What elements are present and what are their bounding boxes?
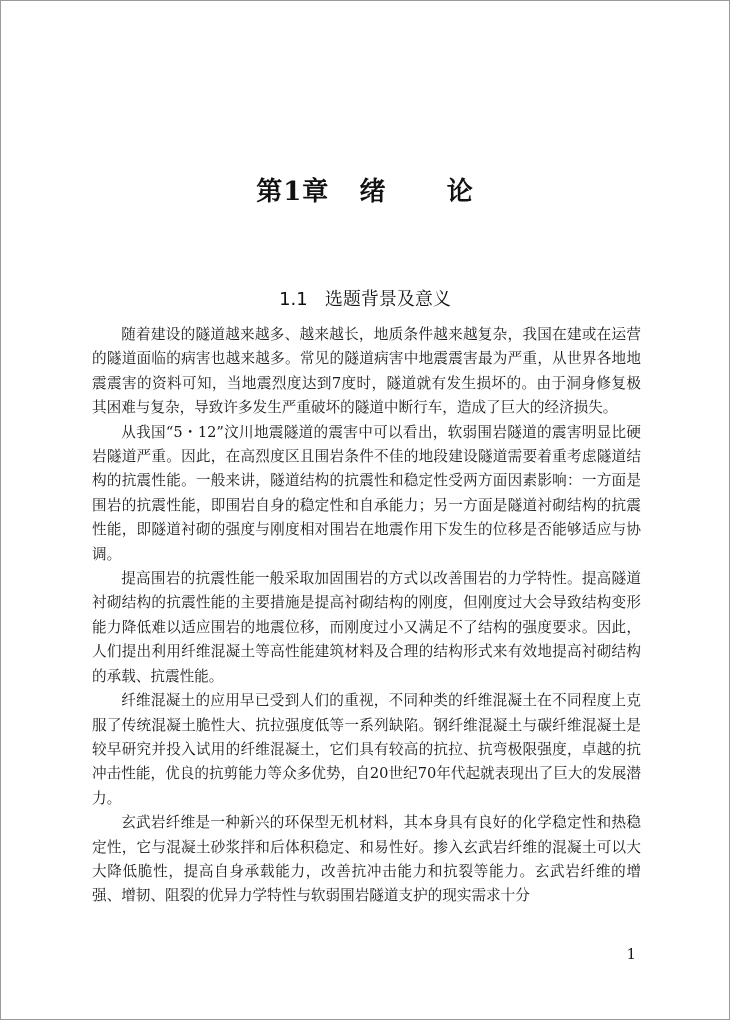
paragraph: 提高围岩的抗震性能一般采取加固围岩的方式以改善围岩的力学特性。提高隧道衬砌结构的抗震性能的主要措施是提高衬砌结构的刚度，但刚度过大会导致结构变形能力降低难以适应围岩的地震位移，而刚度过小又满足不了结构的强度要求。因此，人们提出利用纤维混凝土等高性能建筑材料及合理的结构形式来有效地提高衬砌结构的承载、抗震性能。	[92, 570, 641, 685]
section-title: 1.1 选题背景及意义	[279, 289, 451, 310]
body-text	[92, 323, 641, 909]
paragraph: 玄武岩纤维是一种新兴的环保型无机材料，其本身具有良好的化学稳定性和热稳定性，它与混凝土砂浆拌和后体积稳定、和易性好。掺入玄武岩纤维的混凝土可以大大降低脆性，提高自身承载能力，改善抗冲击能力和抗裂等能力。玄武岩纤维的增强、增韧、阻裂的优异力学特性与软弱围岩隧道支护的现实需求十分	[92, 814, 641, 905]
paragraph: 随着建设的隧道越来越多、越来越长，地质条件越来越复杂，我国在建或在运营的隧道面临的病害也越来越多。常见的隧道病害中地震震害最为严重，从世界各地地震震害的资料可知，当地震烈度达到7度时，隧道就有发生损坏的。由于洞身修复极其困难与复杂，导致许多发生严重破坏的隧道中断行车，造成了巨大的经济损失。	[92, 326, 641, 417]
chapter-title: 第1章 绪 论	[256, 177, 474, 207]
paragraph: 纤维混凝土的应用早已受到人们的重视，不同种类的纤维混凝土在不同程度上克服了传统混凝土脆性大、抗拉强度低等一系列缺陷。钢纤维混凝土与碳纤维混凝土是较早研究并投入试用的纤维混凝土，它们具有较高的抗拉、抗弯极限强度，卓越的抗冲击性能，优良的抗剪能力等众多优势，自20世纪70年代起就表现出了巨大的发展潜力。	[92, 692, 641, 807]
paragraph: 从我国“5・12”汶川地震隧道的震害中可以看出，软弱围岩隧道的震害明显比硬岩隧道严重。因此，在高烈度区且围岩条件不佳的地段建设隧道需要着重考虑隧道结构的抗震性能。一般来讲，隧道结构的抗震性和稳定性受两方面因素影响：一方面是围岩的抗震性能，即围岩自身的稳定性和自承能力；另一方面是隧道衬砌结构的抗震性能，即隧道衬砌的强度与刚度相对围岩在地震作用下发生的位移是否能够适应与协调。	[92, 423, 641, 563]
page-number: 1	[626, 945, 636, 963]
